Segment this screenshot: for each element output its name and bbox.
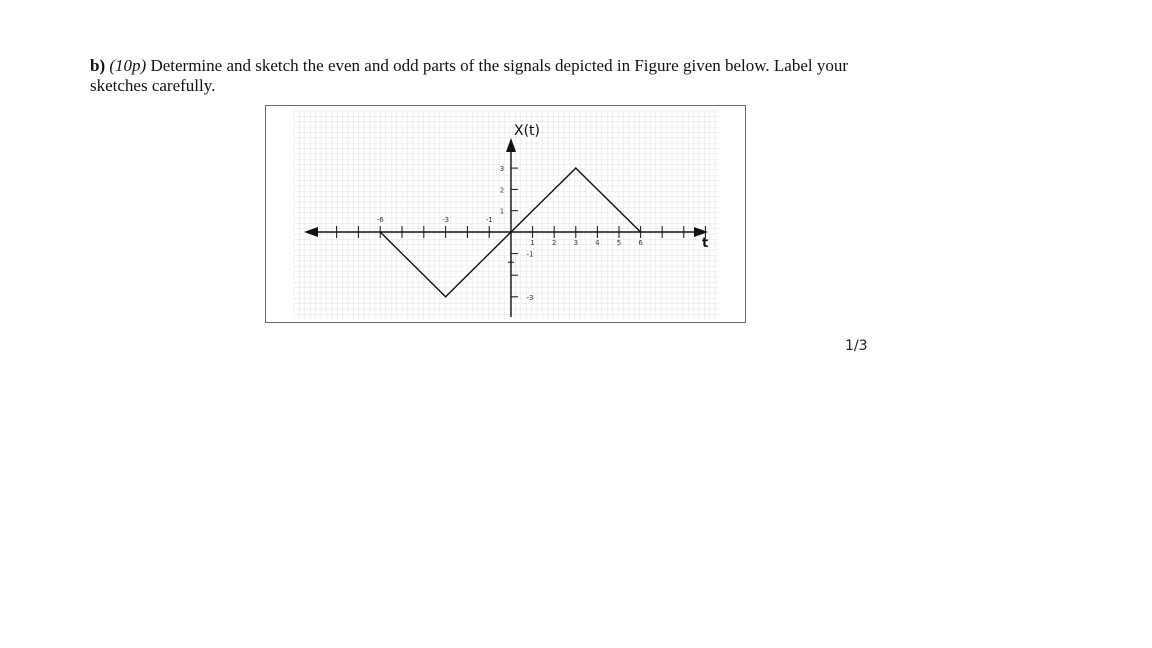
y-tick-label: 1 [499, 207, 505, 216]
y-tick-label: 3 [499, 165, 505, 174]
signal-point [510, 231, 512, 233]
signal-point [445, 296, 447, 298]
question-line-1 [90, 56, 930, 76]
x-tick-label: -1 [485, 216, 493, 224]
y-tick-label: -3 [526, 293, 534, 302]
signal-plot [266, 106, 745, 322]
x-tick-label: 2 [551, 239, 557, 247]
signal-point [379, 231, 381, 233]
x-tick-label: 6 [638, 239, 643, 247]
y-axis-label: X(t) [514, 123, 541, 139]
question-line-2: sketches carefully. [90, 76, 216, 95]
y-tick-label: -1 [526, 250, 534, 259]
question-body: Determine and sketch the even and odd parts of the signals depicted in Figure given below. Label your [150, 56, 849, 75]
question-text [90, 56, 930, 96]
question-points: (10p) [109, 56, 147, 75]
signal-point [640, 231, 642, 233]
y-tick-label: 2 [499, 186, 505, 195]
question-label: b) [90, 56, 106, 75]
y-axis-arrow [506, 138, 516, 152]
x-tick-label: 3 [573, 239, 579, 247]
page-number: 1/3 [845, 338, 868, 354]
x-tick-label: -3 [442, 216, 450, 224]
signal-figure [265, 105, 746, 323]
signal-point [575, 167, 577, 169]
x-tick-label: 1 [530, 239, 535, 247]
plot-grid [294, 111, 718, 319]
x-axis-label: t [702, 236, 709, 251]
x-tick-label: 5 [616, 239, 622, 247]
x-tick-label: -6 [376, 216, 384, 224]
plot-axes [304, 138, 708, 317]
x-tick-label: 4 [595, 239, 600, 247]
